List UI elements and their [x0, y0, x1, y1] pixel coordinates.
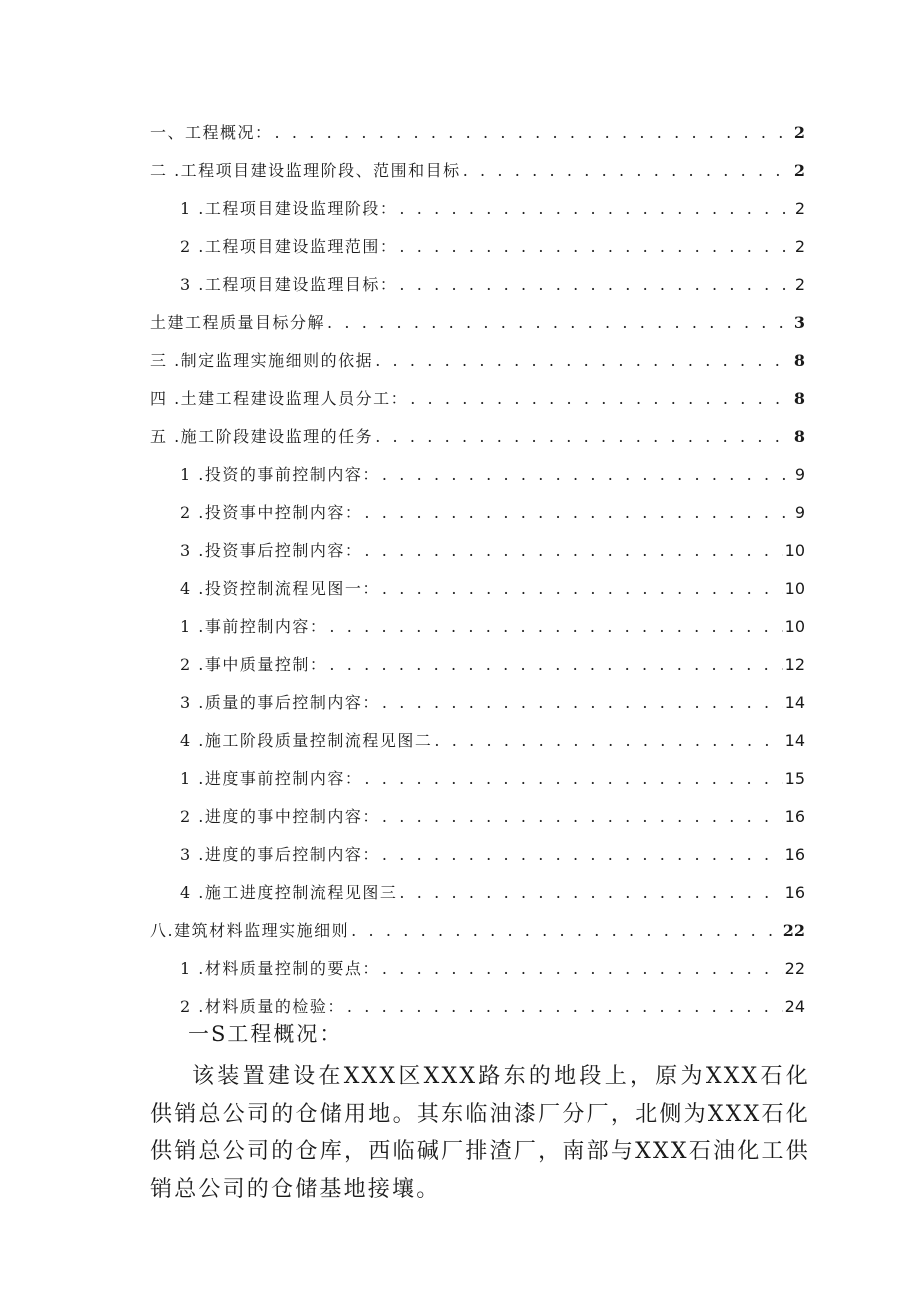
toc-entry-page-number: 14: [784, 731, 805, 750]
toc-entry-page-number: 22: [784, 959, 805, 978]
toc-leader-dots: [375, 427, 792, 447]
toc-entry-page-number: 10: [784, 617, 805, 636]
toc-entry-title: 1 .事前控制内容：: [180, 617, 328, 636]
toc-leader-dots: [327, 313, 792, 333]
toc-entry-title: 4 .施工阶段质量控制流程见图二: [180, 731, 433, 750]
toc-leader-dots: [351, 921, 781, 941]
toc-entry-title: 2 .材料质量的检验：: [180, 997, 345, 1016]
toc-leader-dots: [399, 237, 792, 257]
toc-entry-title: 4 .投资控制流程见图一：: [180, 579, 380, 598]
toc-entry-title: 一、工程概况：: [150, 123, 273, 142]
toc-entry-page-number: 2: [794, 237, 805, 256]
toc-leader-dots: [382, 579, 783, 599]
toc-leader-dots: [399, 275, 792, 295]
toc-entry-title: 3 .质量的事后控制内容：: [180, 693, 380, 712]
toc-entry-title: 3 .进度的事后控制内容：: [180, 845, 380, 864]
toc-entry-title: 3 .投资事后控制内容：: [180, 541, 363, 560]
toc-entry-page-number: 2: [794, 275, 805, 294]
toc-leader-dots: [382, 693, 783, 713]
toc-entry-page-number: 16: [784, 883, 805, 902]
toc-entry[interactable]: [150, 523, 805, 561]
toc-entry-title: 2 .工程项目建设监理范围：: [180, 237, 398, 256]
toc-leader-dots: [463, 161, 792, 181]
toc-leader-dots: [375, 351, 792, 371]
toc-entry-title: 2 .投资事中控制内容：: [180, 503, 363, 522]
toc-leader-dots: [382, 807, 783, 827]
toc-entry-page-number: 3: [793, 313, 805, 332]
toc-entry-title: 1 .材料质量控制的要点：: [180, 959, 380, 978]
toc-entry-title: 三 .制定监理实施细则的依据: [150, 351, 374, 370]
toc-entry-title: 1 .进度事前控制内容：: [180, 769, 363, 788]
toc-entry-page-number: 16: [784, 807, 805, 826]
toc-leader-dots: [399, 883, 782, 903]
toc-entry-page-number: 8: [793, 427, 805, 446]
toc-entry[interactable]: [150, 713, 805, 751]
toc-entry-page-number: 9: [794, 465, 805, 484]
toc-entry-title: 1 .投资的事前控制内容：: [180, 465, 380, 484]
toc-entry-page-number: 2: [794, 199, 805, 218]
toc-entry[interactable]: [150, 637, 805, 675]
toc-entry-page-number: 12: [784, 655, 805, 674]
toc-entry[interactable]: [150, 751, 805, 789]
toc-entry[interactable]: [150, 447, 805, 485]
toc-entry-page-number: 8: [793, 351, 805, 370]
toc-leader-dots: [347, 997, 783, 1017]
toc-entry-title: 1 .工程项目建设监理阶段：: [180, 199, 398, 218]
toc-entry-page-number: 2: [793, 161, 805, 180]
toc-entry[interactable]: [150, 561, 805, 599]
toc-leader-dots: [329, 655, 782, 675]
toc-entry[interactable]: [150, 181, 805, 219]
toc-entry[interactable]: [150, 333, 805, 371]
toc-entry[interactable]: [150, 903, 805, 941]
toc-leader-dots: [399, 199, 792, 219]
toc-entry-title: 五 .施工阶段建设监理的任务: [150, 427, 374, 446]
toc-entry[interactable]: [150, 599, 805, 637]
toc-leader-dots: [364, 541, 782, 561]
toc-leader-dots: [410, 389, 792, 409]
toc-entry-title: 土建工程质量目标分解: [150, 313, 326, 332]
toc-entry-page-number: 22: [782, 921, 805, 940]
toc-entry[interactable]: [150, 257, 805, 295]
toc-entry-title: 2 .进度的事中控制内容：: [180, 807, 380, 826]
toc-entry-title: 4 .施工进度控制流程见图三: [180, 883, 398, 902]
toc-entry-page-number: 10: [784, 541, 805, 560]
toc-entry-title: 二 .工程项目建设监理阶段、范围和目标: [150, 161, 461, 180]
toc-entry[interactable]: [150, 675, 805, 713]
toc-entry[interactable]: [150, 295, 805, 333]
section-paragraph: 该装置建设在XXX区XXX路东的地段上，原为XXX石化供销总公司的仓储用地。其东临油漆厂分厂，北侧为XXX石化供销总公司的仓库，西临碱厂排渣厂，南部与XXX石油化工供销总公司的仓储基地接壤。: [150, 1064, 810, 1202]
table-of-contents: [150, 105, 805, 1017]
toc-leader-dots: [364, 503, 792, 523]
toc-entry-page-number: 24: [784, 997, 805, 1016]
toc-entry[interactable]: [150, 789, 805, 827]
toc-leader-dots: [329, 617, 782, 637]
toc-entry-page-number: 9: [794, 503, 805, 522]
toc-entry-page-number: 10: [784, 579, 805, 598]
toc-entry-page-number: 14: [784, 693, 805, 712]
toc-entry-title: 3 .工程项目建设监理目标：: [180, 275, 398, 294]
toc-entry[interactable]: [150, 143, 805, 181]
toc-entry[interactable]: [150, 371, 805, 409]
toc-leader-dots: [275, 123, 792, 143]
toc-leader-dots: [382, 959, 783, 979]
toc-entry-title: 2 .事中质量控制：: [180, 655, 328, 674]
toc-entry-title: 八.建筑材料监理实施细则: [150, 921, 350, 940]
toc-entry-page-number: 16: [784, 845, 805, 864]
toc-entry[interactable]: [150, 485, 805, 523]
toc-entry[interactable]: [150, 827, 805, 865]
toc-entry-page-number: 2: [793, 123, 805, 142]
toc-leader-dots: [434, 731, 782, 751]
toc-leader-dots: [382, 845, 783, 865]
toc-entry[interactable]: [150, 105, 805, 143]
toc-entry-page-number: 8: [793, 389, 805, 408]
toc-entry[interactable]: [150, 865, 805, 903]
section-heading: 一S工程概况：: [188, 1022, 343, 1046]
toc-leader-dots: [382, 465, 793, 485]
toc-entry[interactable]: [150, 941, 805, 979]
toc-entry[interactable]: [150, 409, 805, 447]
toc-entry-page-number: 15: [784, 769, 805, 788]
toc-entry-title: 四 .土建工程建设监理人员分工：: [150, 389, 409, 408]
toc-entry[interactable]: [150, 979, 805, 1017]
toc-leader-dots: [364, 769, 782, 789]
toc-entry[interactable]: [150, 219, 805, 257]
